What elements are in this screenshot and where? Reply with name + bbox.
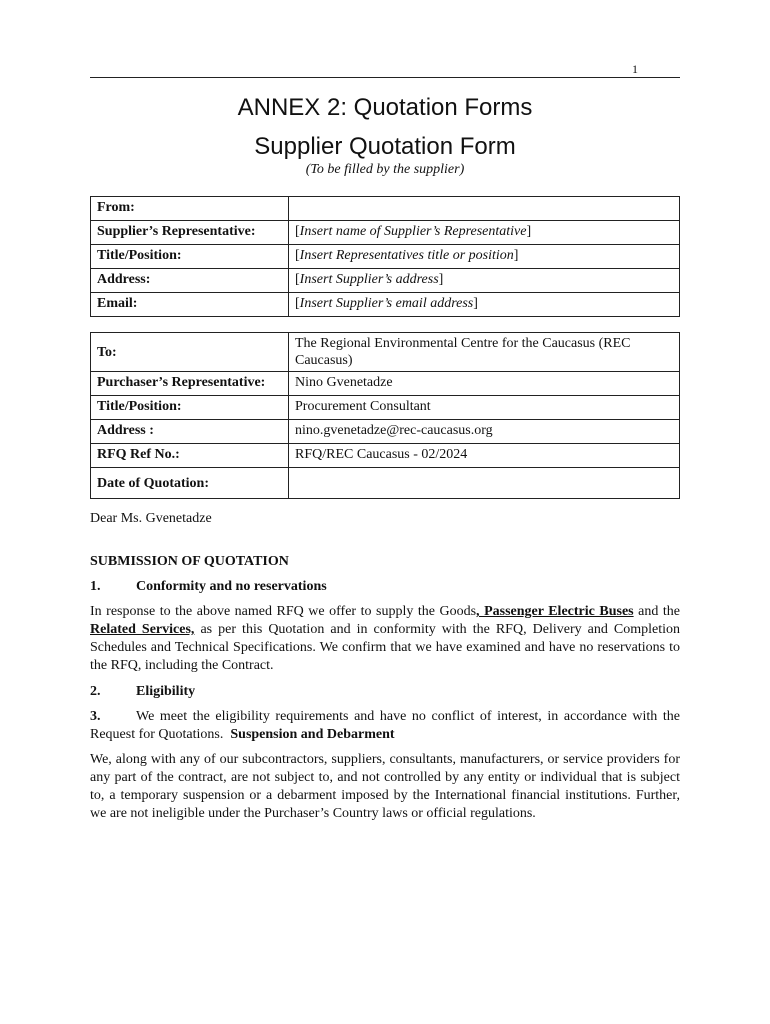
page-number: 1 bbox=[632, 62, 638, 76]
related-services: Related Services, bbox=[90, 622, 195, 637]
form-note: (To be filled by the supplier) bbox=[305, 162, 465, 177]
purchaser-rep-value: Nino Gvenetadze bbox=[289, 372, 680, 396]
supplier-title-field[interactable]: [Insert Representatives title or position] bbox=[289, 245, 680, 269]
item-2-heading bbox=[90, 683, 680, 701]
supplier-address-placeholder: Insert Supplier’s address bbox=[299, 272, 439, 287]
table-row bbox=[91, 221, 680, 245]
purchaser-rep-label: Purchaser’s Representative: bbox=[91, 372, 289, 396]
table-row bbox=[91, 245, 680, 269]
purchaser-title-value: Procurement Consultant bbox=[289, 396, 680, 420]
item-1-number: 1. bbox=[90, 579, 101, 594]
supplier-email-field[interactable]: [Insert Supplier’s email address] bbox=[289, 293, 680, 317]
item-2-title: Eligibility bbox=[136, 684, 196, 699]
header-rule bbox=[90, 77, 680, 78]
purchaser-address-label: Address : bbox=[91, 420, 289, 444]
quotation-date-field[interactable] bbox=[289, 468, 680, 499]
item-1-title: Conformity and no reservations bbox=[136, 579, 327, 594]
table-row bbox=[91, 468, 680, 499]
supplier-address-label: Address: bbox=[91, 269, 289, 293]
salutation: Dear Ms. Gvenetadze bbox=[90, 511, 212, 526]
rfq-ref-value: RFQ/REC Caucasus - 02/2024 bbox=[289, 444, 680, 468]
supplier-email-label: Email: bbox=[91, 293, 289, 317]
table-row bbox=[91, 293, 680, 317]
to-label: To: bbox=[91, 333, 289, 372]
to-table bbox=[90, 332, 680, 499]
goods-name: , Passenger Electric Buses bbox=[476, 604, 634, 619]
item-2-number: 2. bbox=[90, 684, 101, 699]
supplier-title-label: Title/Position: bbox=[91, 245, 289, 269]
eligibility-paragraph bbox=[90, 708, 680, 744]
debarment-paragraph: We, along with any of our subcontractors, suppliers, consultants, manufacturers, or service providers for any part of the contract, are not subject to, and not controlled by any entity or individual that is subject to, a temporary suspension or a debarment imposed by the International financial institutions. Further, we are not ineligible under the Purchaser’s Country laws or official regulations. bbox=[90, 752, 680, 821]
table-row bbox=[91, 333, 680, 372]
supplier-rep-field[interactable]: [Insert name of Supplier’s Representative] bbox=[289, 221, 680, 245]
from-value[interactable] bbox=[289, 197, 680, 221]
table-row bbox=[91, 420, 680, 444]
supplier-rep-placeholder: Insert name of Supplier’s Representative bbox=[299, 224, 527, 239]
table-row bbox=[91, 372, 680, 396]
para1-text-a: In response to the above named RFQ we offer to supply the Goods bbox=[90, 604, 477, 619]
supplier-rep-label: Supplier’s Representative: bbox=[91, 221, 289, 245]
conformity-paragraph bbox=[90, 603, 680, 675]
item-3-text: We meet the eligibility requirements and have no conflict of interest, in accordance with the Request for Quotations. bbox=[90, 709, 680, 742]
purchaser-title-label: Title/Position: bbox=[91, 396, 289, 420]
table-row bbox=[91, 197, 680, 221]
supplier-address-field[interactable]: [Insert Supplier’s address] bbox=[289, 269, 680, 293]
supplier-email-placeholder: Insert Supplier’s email address bbox=[299, 296, 474, 311]
item-3-bold: Suspension and Debarment bbox=[230, 727, 395, 742]
section-heading: SUBMISSION OF QUOTATION bbox=[90, 554, 289, 569]
document-title: ANNEX 2: Quotation Forms bbox=[237, 94, 533, 121]
rfq-ref-label: RFQ Ref No.: bbox=[91, 444, 289, 468]
form-title: Supplier Quotation Form bbox=[254, 133, 516, 160]
from-label: From: bbox=[91, 197, 289, 221]
table-row bbox=[91, 396, 680, 420]
supplier-title-placeholder: Insert Representatives title or position bbox=[299, 248, 514, 263]
item-1-heading bbox=[90, 578, 680, 596]
item-3-number: 3. bbox=[90, 709, 101, 724]
from-table bbox=[90, 196, 680, 317]
para1-text-c: as per this Quotation and in conformity with the RFQ, Delivery and Completion Schedules and Technical Specifications. We confirm that we have examined and have no reservations to the RFQ, including the Contract. bbox=[90, 622, 681, 673]
quotation-date-label: Date of Quotation: bbox=[91, 468, 289, 499]
table-row bbox=[91, 269, 680, 293]
purchaser-email-link[interactable]: nino.gvenetadze@rec-caucasus.org bbox=[289, 420, 680, 444]
to-value: The Regional Environmental Centre for the Caucasus (REC Caucasus) bbox=[289, 333, 680, 372]
para1-text-b: and the bbox=[633, 604, 680, 619]
table-row bbox=[91, 444, 680, 468]
